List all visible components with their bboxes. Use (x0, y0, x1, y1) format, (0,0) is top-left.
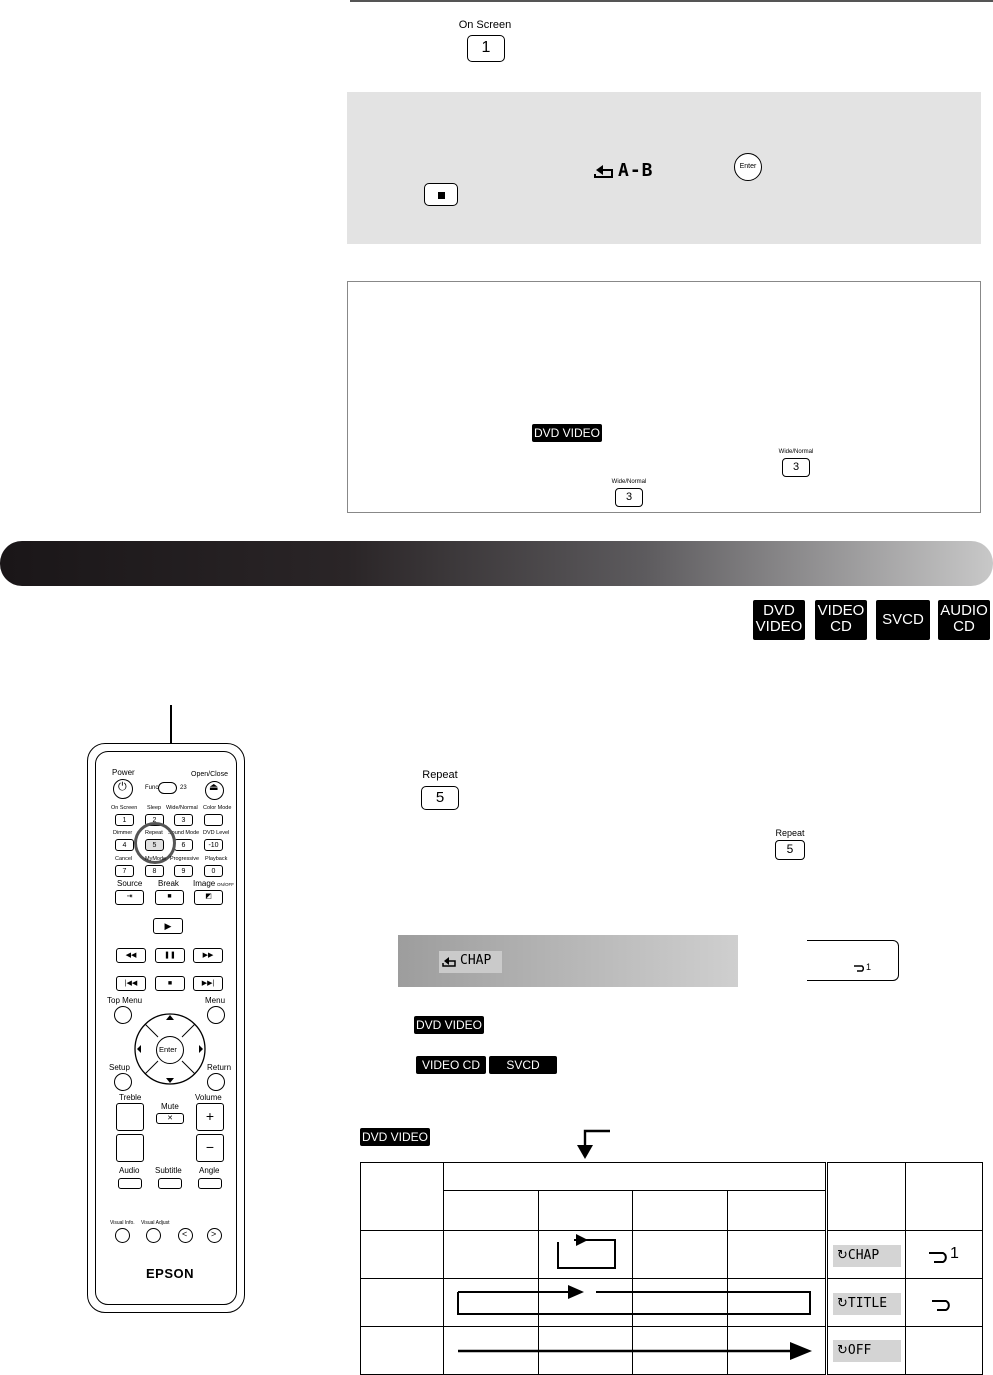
rc-enter-label: Enter (159, 1045, 177, 1054)
osd-tag-off: ↻OFF (833, 1340, 901, 1362)
dvd-video-badge-2: DVD VIDEO (415, 1018, 482, 1032)
table-cell (727, 1191, 826, 1231)
rc-button-7[interactable]: 7 (115, 865, 134, 877)
skip-back-icon: |◀◀ (124, 980, 138, 987)
table-cell (826, 1163, 905, 1231)
table-cell (538, 1191, 632, 1231)
repeat-small-icon (853, 963, 865, 973)
table-cell (361, 1163, 444, 1231)
fast-forward-icon: ▶▶ (202, 952, 214, 959)
rc-power-label: Power (112, 768, 135, 777)
rc-subtitle-label: Subtitle (155, 1166, 182, 1175)
badge-svcd: SVCD (876, 600, 930, 640)
eject-icon: ⏏ (209, 782, 219, 793)
table-cell (906, 1163, 983, 1231)
rc-stop-button[interactable] (155, 976, 185, 991)
rc-prev-button[interactable] (116, 976, 146, 991)
table-cell (361, 1279, 444, 1327)
table-cell (444, 1163, 826, 1191)
rc-func-switch[interactable] (158, 782, 177, 794)
rc-image-button[interactable] (194, 890, 223, 905)
rc-mute-button[interactable] (156, 1113, 184, 1124)
front-panel-display (807, 940, 899, 981)
rc-button-4[interactable]: 4 (115, 839, 134, 851)
rc-button-0[interactable]: 0 (204, 865, 223, 877)
rc-open-close-label: Open/Close (191, 771, 228, 778)
wide-normal-key-2: 3 (615, 488, 643, 507)
rc-source-label: Source (117, 879, 143, 888)
play-icon: ▶ (164, 921, 172, 931)
cup-icon: ■ (167, 893, 172, 900)
rc-break-button[interactable] (155, 890, 184, 905)
repeat-arrow-icon: ↻ (837, 1248, 848, 1263)
repeat-arrow-icon (441, 954, 459, 970)
rc-func-nums: 23 (180, 785, 187, 791)
rc-visual-info-button[interactable] (115, 1228, 130, 1243)
video-cd-badge: VIDEO CD (416, 1056, 486, 1074)
front-panel-one: 1 (866, 962, 872, 972)
rc-setup-button[interactable] (114, 1073, 132, 1091)
enter-key-label: Enter (739, 163, 757, 170)
play-through-arrow-icon (456, 1340, 814, 1362)
repeat-key-2: 5 (775, 840, 805, 860)
rc-button-8[interactable]: 8 (145, 865, 164, 877)
source-icon: ⇥ (126, 893, 133, 900)
badge-audio-cd: AUDIO CD (938, 600, 990, 640)
table-cell (633, 1191, 727, 1231)
rc-button-10[interactable]: -10 (204, 839, 223, 851)
rc-repeat-label: Repeat (145, 830, 163, 836)
badge-dvd-video: DVD VIDEO (753, 600, 805, 640)
mute-icon: ✕ (167, 1115, 173, 1122)
rc-sleep-label: Sleep (147, 805, 162, 811)
repeat-key: 5 (421, 786, 459, 810)
stop-icon (438, 192, 445, 199)
wide-normal-key: 3 (782, 458, 810, 477)
repeat-small-icon (927, 1248, 949, 1264)
rc-subtitle-button[interactable] (158, 1178, 182, 1189)
rc-setup-label: Setup (109, 1063, 130, 1072)
rc-button-3[interactable]: 3 (174, 814, 193, 826)
section-banner (0, 541, 993, 586)
repeat-key-label-2: Repeat (775, 828, 805, 838)
stop-icon: ■ (167, 980, 173, 987)
repeat-arrow-icon: ↻ (837, 1296, 848, 1311)
rc-volume-down-button[interactable]: − (196, 1134, 224, 1162)
rc-top-menu-label: Top Menu (107, 996, 143, 1005)
repeat-arrow-icon (592, 160, 618, 182)
table-cell (727, 1231, 826, 1279)
on-screen-key: 1 (467, 35, 505, 62)
arrow-down-icon (570, 1128, 615, 1162)
osd-chap-label: CHAP (460, 953, 492, 968)
rc-color-mode-button[interactable] (204, 814, 223, 826)
rc-audio-button[interactable] (118, 1178, 142, 1189)
rc-source-button[interactable] (115, 890, 144, 905)
rc-treble-up-button[interactable] (116, 1103, 144, 1131)
dvd-video-badge: DVD VIDEO (533, 426, 600, 440)
osd-tag-title: ↻TITLE (833, 1293, 901, 1315)
rc-rewind-button[interactable] (116, 948, 146, 963)
repeat-key-label: Repeat (422, 769, 458, 781)
table-cell (633, 1231, 727, 1279)
rc-fast-forward-button[interactable] (193, 948, 223, 963)
skip-forward-icon: ▶▶| (201, 980, 215, 987)
image-icon: ◩ (205, 893, 212, 900)
rc-image-label: Image (193, 879, 216, 888)
gray-note-box (347, 92, 981, 244)
rc-visual-adjust-button[interactable] (146, 1228, 161, 1243)
rc-angle-label: Angle (199, 1166, 220, 1175)
rc-menu-button[interactable] (207, 1006, 225, 1024)
rc-treble-label: Treble (119, 1093, 142, 1102)
table-cell (906, 1327, 983, 1375)
rc-func-label: Func (145, 785, 159, 791)
rc-gt-label: > (211, 1229, 217, 1239)
rc-return-label: Return (207, 1063, 232, 1072)
repeat-arrow-icon: ↻ (837, 1343, 848, 1358)
rc-my-mode-label: MyMode (145, 856, 167, 862)
rc-treble-down-button[interactable] (116, 1134, 144, 1162)
table-cell (444, 1231, 538, 1279)
on-screen-key-label: On Screen (458, 19, 512, 31)
rc-on-screen-label: On Screen (111, 805, 138, 811)
rc-playback-label: Playback (205, 856, 228, 862)
rc-volume-label: Volume (195, 1093, 222, 1102)
rc-audio-label: Audio (119, 1166, 140, 1175)
front-display-one: 1 (950, 1245, 959, 1262)
osd-tag-chap: ↻CHAP (833, 1245, 901, 1267)
rewind-icon: ◀◀ (125, 952, 137, 959)
wide-normal-key-label-2: Wide/Normal (611, 479, 647, 485)
rc-image-onoff-label: ON/OFF (217, 882, 234, 887)
power-icon: ⏻ (118, 780, 127, 793)
rc-cancel-label: Cancel (115, 856, 133, 862)
rc-repeat-button[interactable]: 5 (145, 839, 164, 851)
table-cell (361, 1327, 444, 1375)
top-rule (350, 0, 993, 2)
table-cell (444, 1191, 538, 1231)
rc-break-label: Break (158, 879, 179, 888)
dvd-video-badge-3: DVD VIDEO (361, 1130, 428, 1144)
rc-lt-label: < (182, 1229, 188, 1239)
table-cell (361, 1231, 444, 1279)
svcd-badge: SVCD (489, 1056, 557, 1074)
stop-key (424, 183, 458, 206)
rc-brand-logo: EPSON (146, 1266, 195, 1281)
rc-color-mode-label: Color Mode (203, 805, 232, 811)
wide-normal-key-label: Wide/Normal (778, 449, 814, 455)
chapter-repeat-loop-icon (556, 1234, 618, 1272)
badge-video-cd: VIDEO CD (815, 600, 867, 640)
rc-dimmer-label: Dimmer (113, 830, 133, 836)
rc-pause-button[interactable] (155, 948, 185, 963)
rc-top-menu-button[interactable] (114, 1006, 132, 1024)
rc-button-9[interactable]: 9 (174, 865, 193, 877)
rc-angle-button[interactable] (198, 1178, 222, 1189)
rc-mute-label: Mute (161, 1102, 179, 1111)
rc-menu-label: Menu (205, 996, 226, 1005)
rc-sound-mode-label: Sound Mode (168, 830, 200, 836)
rc-button-2[interactable]: 2 (145, 814, 164, 826)
rc-next-button[interactable] (193, 976, 223, 991)
rc-play-button[interactable] (153, 918, 183, 934)
rc-visual-adjust-label: Visual Adjust (141, 1220, 170, 1226)
rc-dvd-level-label: DVD Level (203, 830, 230, 836)
ab-repeat-label: A-B (618, 160, 654, 181)
rc-return-button[interactable] (207, 1073, 225, 1091)
pause-icon: ❚❚ (164, 952, 176, 959)
rc-button-6[interactable]: 6 (174, 839, 193, 851)
repeat-small-icon (930, 1296, 952, 1312)
rc-wide-normal-label: Wide/Normal (166, 805, 198, 811)
rc-visual-info-label: Visual Info. (110, 1220, 135, 1226)
rc-volume-up-button[interactable]: + (196, 1103, 224, 1131)
rc-button-1[interactable]: 1 (115, 814, 134, 826)
rc-progressive-label: Progressive (170, 856, 200, 862)
note-box (347, 281, 981, 513)
title-repeat-loop-icon (456, 1282, 812, 1316)
